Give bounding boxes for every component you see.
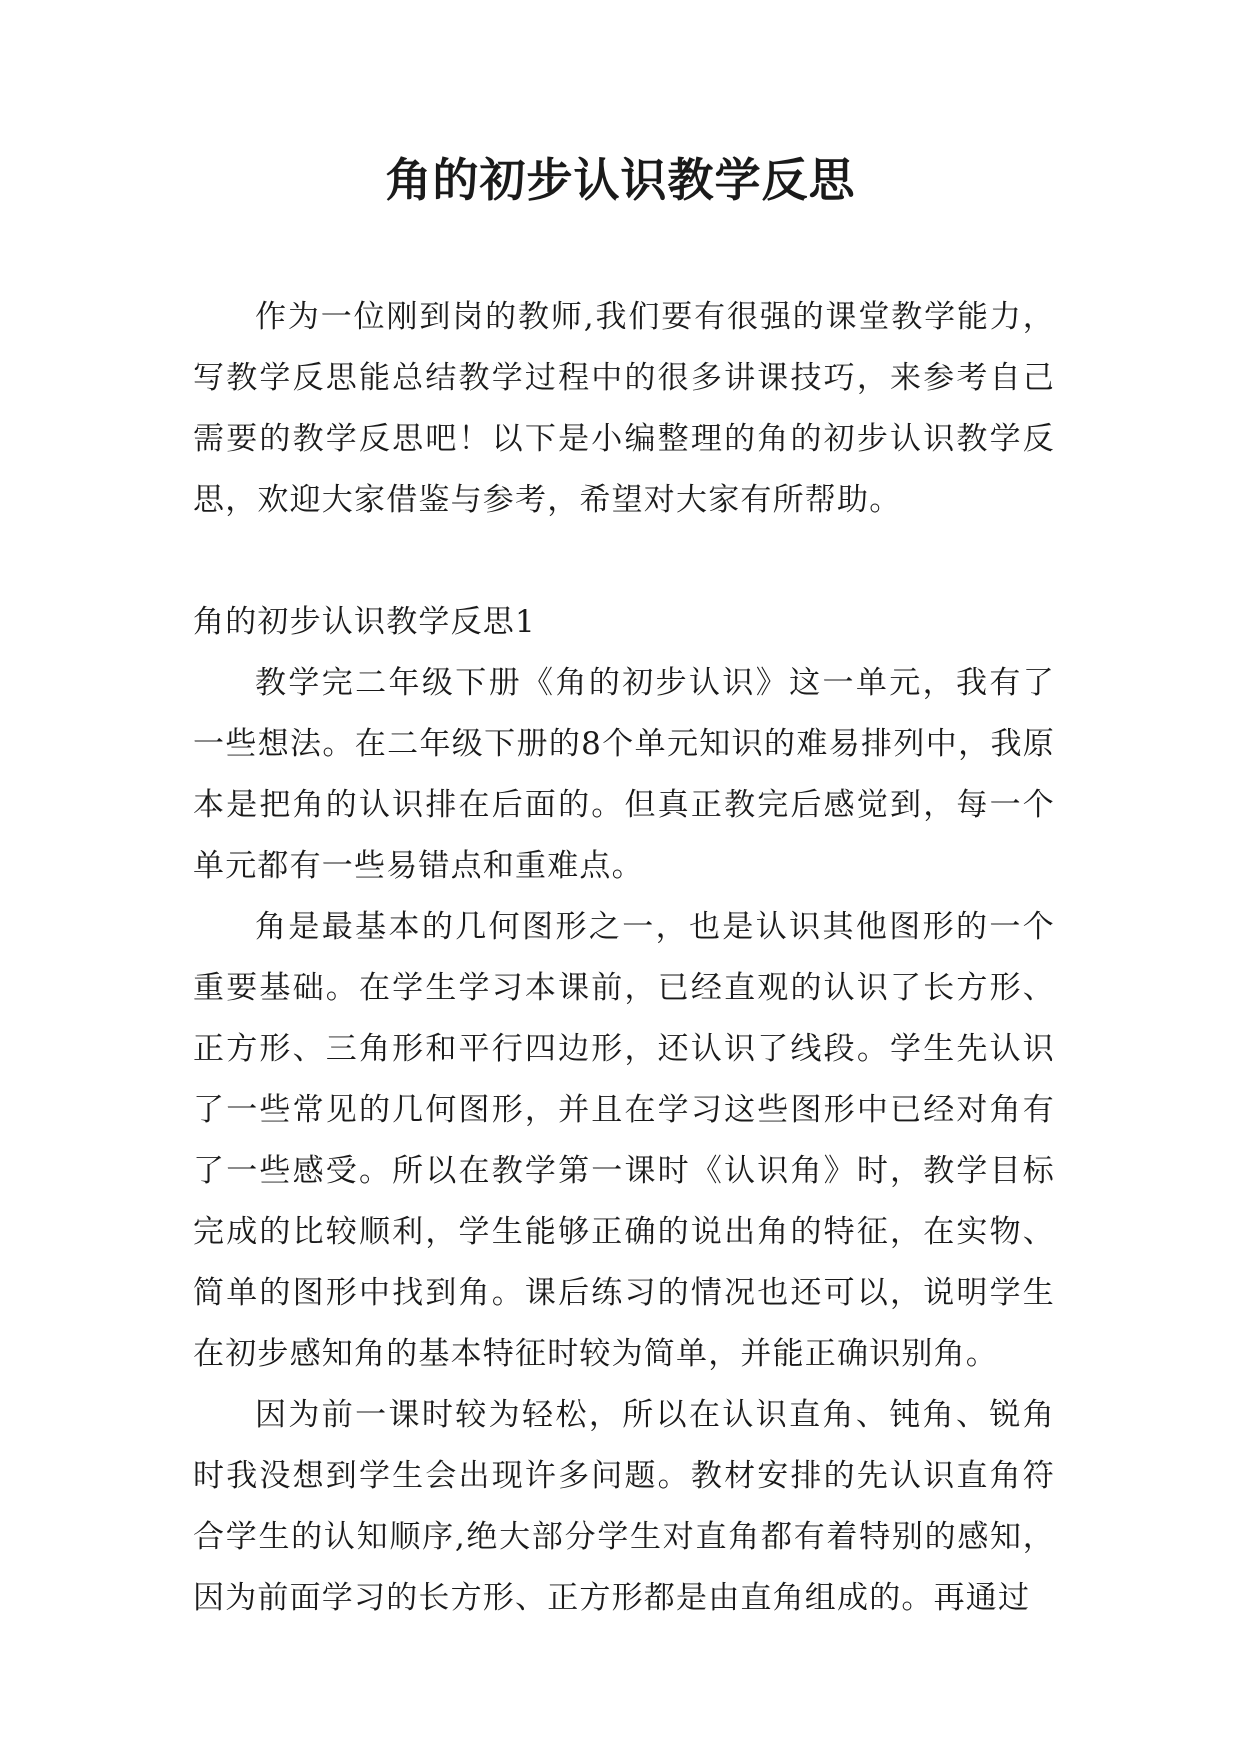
intro-paragraph: 作为一位刚到岗的教师,我们要有很强的课堂教学能力，写教学反思能总结教学过程中的很多讲课技巧，来参考自己需要的教学反思吧！以下是小编整理的角的初步认识教学反思，欢迎大家借鉴与参考，希望对大家有所帮助。 [193, 299, 1055, 518]
section-heading: 角的初步认识教学反思1 [193, 604, 536, 640]
document-title: 角的初步认识教学反思 [385, 153, 856, 207]
body-paragraph-3: 因为前一课时较为轻松，所以在认识直角、钝角、锐角时我没想到学生会出现许多问题。教材安排的先认识直角符合学生的认知顺序,绝大部分学生对直角都有着特别的感知，因为前面学习的长方形、正方形都是由直角组成的。再通过 [193, 1397, 1055, 1616]
body-paragraph-2: 角是最基本的几何图形之一，也是认识其他图形的一个重要基础。在学生学习本课前，已经直观的认识了长方形、正方形、三角形和平行四边形，还认识了线段。学生先认识了一些常见的几何图形，并且在学习这些图形中已经对角有了一些感受。所以在教学第一课时《认识角》时，教学目标完成的比较顺利，学生能够正确的说出角的特征，在实物、简单的图形中找到角。课后练习的情况也还可以，说明学生在初步感知角的基本特征时较为简单，并能正确识别角。 [193, 909, 1055, 1372]
body-paragraph-1: 教学完二年级下册《角的初步认识》这一单元，我有了一些想法。在二年级下册的8个单元知识的难易排列中，我原本是把角的认识排在后面的。但真正教完后感觉到，每一个单元都有一些易错点和重难点。 [193, 665, 1055, 884]
document-body [193, 287, 1055, 1629]
